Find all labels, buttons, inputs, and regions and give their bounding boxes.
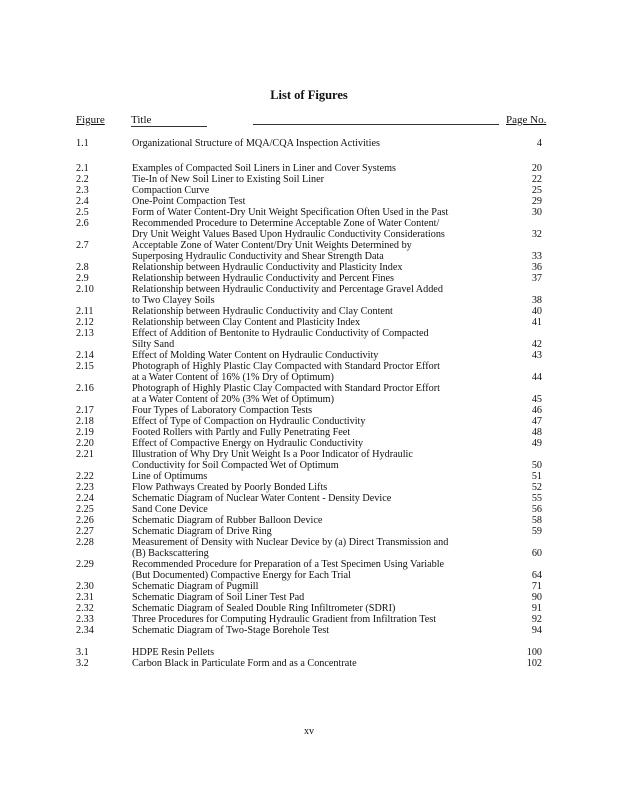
figure-title-line: Effect of Molding Water Content on Hydraulic Conductivity (132, 350, 379, 361)
figure-page: 20 (531, 163, 542, 174)
figure-page: 52 (531, 482, 542, 493)
figure-number: 2.25 (76, 504, 94, 515)
figure-title (132, 306, 508, 317)
figure-title (132, 317, 508, 328)
figure-page: 41 (531, 317, 542, 328)
figure-title-line: Form of Water Content-Dry Unit Weight Specification Often Used in the Past (132, 207, 449, 218)
figure-title (132, 174, 508, 185)
figure-number: 2.17 (76, 405, 94, 416)
figure-title (132, 240, 508, 262)
figure-title (132, 138, 508, 149)
figure-page: 100 (526, 647, 542, 658)
figure-number: 2.2 (76, 174, 89, 185)
figure-page: 22 (531, 174, 542, 185)
figure-page: 58 (531, 515, 542, 526)
figure-number: 2.1 (76, 163, 89, 174)
figure-page: 64 (531, 570, 542, 581)
figure-title-line: to Two Clayey Soils (132, 295, 215, 306)
figure-number: 2.34 (76, 625, 94, 636)
figure-title (132, 647, 508, 658)
figure-number: 2.5 (76, 207, 89, 218)
figure-title-line: Relationship between Hydraulic Conductivity and Percentage Gravel Added (132, 284, 443, 295)
figure-title (132, 383, 508, 405)
figure-page: 71 (531, 581, 542, 592)
figure-title (132, 658, 508, 669)
figure-page: 42 (531, 339, 542, 350)
figure-title (132, 515, 508, 526)
figure-title-line: (But Documented) Compactive Energy for Each Trial (132, 570, 351, 581)
figure-title (132, 603, 508, 614)
figure-page: 50 (531, 460, 542, 471)
figure-title-line: Schematic Diagram of Drive Ring (132, 526, 272, 537)
figure-title-line: Footed Rollers with Partly and Fully Penetrating Feet (132, 427, 351, 438)
figure-page: 91 (531, 603, 542, 614)
figure-title-line: Recommended Procedure to Determine Acceptable Zone of Water Content/ (132, 218, 440, 229)
figure-number: 1.1 (76, 138, 89, 149)
figure-title-line: Tie-In of New Soil Liner to Existing Soil Liner (132, 174, 325, 185)
figure-title-line: Photograph of Highly Plastic Clay Compacted with Standard Proctor Effort (132, 361, 440, 372)
figure-title-line: Measurement of Density with Nuclear Device by (a) Direct Transmission and (132, 537, 449, 548)
figure-title-line: Effect of Type of Compaction on Hydraulic Conductivity (132, 416, 366, 427)
figure-title (132, 328, 508, 350)
figure-number: 2.12 (76, 317, 94, 328)
figure-page: 45 (531, 394, 542, 405)
figure-title-line: Recommended Procedure for Preparation of a Test Specimen Using Variable (132, 559, 445, 570)
figure-title-line: Dry Unit Weight Values Based Upon Hydraulic Conductivity Considerations (132, 229, 445, 240)
figure-page: 38 (531, 295, 542, 306)
figure-title-line: Photograph of Highly Plastic Clay Compacted with Standard Proctor Effort (132, 383, 440, 394)
figure-number: 2.10 (76, 284, 94, 295)
figure-title (132, 163, 508, 174)
column-header-figure: Figure (76, 114, 105, 126)
figure-title (132, 350, 508, 361)
figure-number: 2.11 (76, 306, 94, 317)
figure-title (132, 262, 508, 273)
figure-number: 2.27 (76, 526, 94, 537)
figure-title-line: Silty Sand (132, 339, 175, 350)
figure-title (132, 185, 508, 196)
figure-title (132, 284, 508, 306)
figure-title (132, 438, 508, 449)
figure-title-line: Flow Pathways Created by Poorly Bonded Lifts (132, 482, 328, 493)
figure-title-line: Relationship between Hydraulic Conductivity and Clay Content (132, 306, 393, 317)
figure-number: 2.23 (76, 482, 94, 493)
figure-title-line: Effect of Addition of Bentonite to Hydraulic Conductivity of Compacted (132, 328, 429, 339)
figure-page: 56 (531, 504, 542, 515)
figure-number: 2.9 (76, 273, 89, 284)
figure-number: 2.24 (76, 493, 94, 504)
figure-title-line: HDPE Resin Pellets (132, 647, 215, 658)
figure-number: 2.13 (76, 328, 94, 339)
figure-page: 92 (531, 614, 542, 625)
figure-title-line: Superposing Hydraulic Conductivity and Shear Strength Data (132, 251, 384, 262)
figure-number: 2.6 (76, 218, 89, 229)
figure-page: 90 (531, 592, 542, 603)
figure-title-line: Conductivity for Soil Compacted Wet of Optimum (132, 460, 339, 471)
figure-number: 2.29 (76, 559, 94, 570)
page-heading: List of Figures (270, 88, 348, 102)
figure-title-line: Carbon Black in Particulate Form and as a Concentrate (132, 658, 357, 669)
figure-title-line: Sand Cone Device (132, 504, 208, 515)
figure-number: 2.31 (76, 592, 94, 603)
figure-title (132, 449, 508, 471)
figure-number: 3.1 (76, 647, 89, 658)
figure-title (132, 416, 508, 427)
figure-title-line: Compaction Curve (132, 185, 210, 196)
figure-page: 49 (531, 438, 542, 449)
figure-number: 2.7 (76, 240, 89, 251)
figure-title-line: One-Point Compaction Test (132, 196, 246, 207)
figure-title (132, 625, 508, 636)
figure-page: 55 (531, 493, 542, 504)
figure-title-line: Schematic Diagram of Pugmill (132, 581, 259, 592)
figure-number: 2.32 (76, 603, 94, 614)
figure-number: 2.30 (76, 581, 94, 592)
figure-title (132, 559, 508, 581)
figure-title-line: Three Procedures for Computing Hydraulic Gradient from Infiltration Test (132, 614, 437, 625)
figure-page: 47 (531, 416, 542, 427)
figure-page: 51 (531, 471, 542, 482)
figure-page: 4 (536, 138, 542, 149)
figure-number: 2.15 (76, 361, 94, 372)
figure-title-line: at a Water Content of 16% (1% Dry of Optimum) (132, 372, 334, 383)
column-header-page: Page No. (506, 114, 547, 126)
figure-title (132, 493, 508, 504)
figure-page: 94 (531, 625, 542, 636)
column-header-title: Title (131, 114, 152, 126)
figure-title (132, 273, 508, 284)
figure-page: 60 (531, 548, 542, 559)
figure-number: 2.16 (76, 383, 94, 394)
figure-title (132, 405, 508, 416)
figure-title-line: (B) Backscattering (132, 548, 209, 559)
figure-title-line: Line of Optimums (132, 471, 208, 482)
figure-number: 2.21 (76, 449, 94, 460)
figure-title (132, 504, 508, 515)
figure-title-line: Schematic Diagram of Two-Stage Borehole Test (132, 625, 330, 636)
figure-title (132, 196, 508, 207)
figure-page: 44 (531, 372, 542, 383)
figure-title-line: Acceptable Zone of Water Content/Dry Unit Weights Determined by (132, 240, 412, 251)
figure-number: 2.26 (76, 515, 94, 526)
figure-title-line: Four Types of Laboratory Compaction Tests (132, 405, 313, 416)
figure-number: 2.8 (76, 262, 89, 273)
figure-page: 29 (531, 196, 542, 207)
figure-title (132, 592, 508, 603)
figure-page: 46 (531, 405, 542, 416)
figure-number: 2.14 (76, 350, 94, 361)
figure-number: 2.28 (76, 537, 94, 548)
figure-title (132, 581, 508, 592)
figure-number: 2.18 (76, 416, 94, 427)
figure-number: 2.20 (76, 438, 94, 449)
figure-title-line: Schematic Diagram of Soil Liner Test Pad (132, 592, 305, 603)
figure-title (132, 482, 508, 493)
figure-number: 2.33 (76, 614, 94, 625)
figure-number: 2.22 (76, 471, 94, 482)
figure-title (132, 471, 508, 482)
page-number: xv (304, 726, 314, 737)
figure-number: 2.4 (76, 196, 89, 207)
figure-page: 37 (531, 273, 542, 284)
figure-title (132, 537, 508, 559)
figure-title (132, 526, 508, 537)
figure-number: 2.19 (76, 427, 94, 438)
figure-title-line: Relationship between Clay Content and Plasticity Index (132, 317, 361, 328)
figure-page: 102 (526, 658, 542, 669)
figure-page: 40 (531, 306, 542, 317)
figure-page: 25 (531, 185, 542, 196)
figure-page: 59 (531, 526, 542, 537)
figure-title-line: Illustration of Why Dry Unit Weight Is a Poor Indicator of Hydraulic (132, 449, 413, 460)
header-rule-title (131, 126, 207, 127)
figure-page: 33 (531, 251, 542, 262)
figure-title-line: Effect of Compactive Energy on Hydraulic Conductivity (132, 438, 364, 449)
figure-page: 32 (531, 229, 542, 240)
figure-title-line: Schematic Diagram of Nuclear Water Content - Density Device (132, 493, 392, 504)
figure-title (132, 427, 508, 438)
figure-title-line: Schematic Diagram of Sealed Double Ring Infiltrometer (SDRI) (132, 603, 396, 614)
header-rule-title-extension (253, 124, 499, 125)
figure-title-line: Examples of Compacted Soil Liners in Liner and Cover Systems (132, 163, 396, 174)
figure-title-line: at a Water Content of 20% (3% Wet of Optimum) (132, 394, 334, 405)
figure-title-line: Organizational Structure of MQA/CQA Inspection Activities (132, 138, 380, 149)
figure-title-line: Relationship between Hydraulic Conductivity and Percent Fines (132, 273, 394, 284)
figure-page: 30 (531, 207, 542, 218)
figure-number: 2.3 (76, 185, 89, 196)
figure-title (132, 207, 508, 218)
figure-number: 3.2 (76, 658, 89, 669)
figure-title (132, 614, 508, 625)
figure-title (132, 218, 508, 240)
figure-page: 43 (531, 350, 542, 361)
figure-title-line: Schematic Diagram of Rubber Balloon Device (132, 515, 323, 526)
figure-title-line: Relationship between Hydraulic Conductivity and Plasticity Index (132, 262, 403, 273)
figure-page: 48 (531, 427, 542, 438)
figure-page: 36 (531, 262, 542, 273)
figure-title (132, 361, 508, 383)
